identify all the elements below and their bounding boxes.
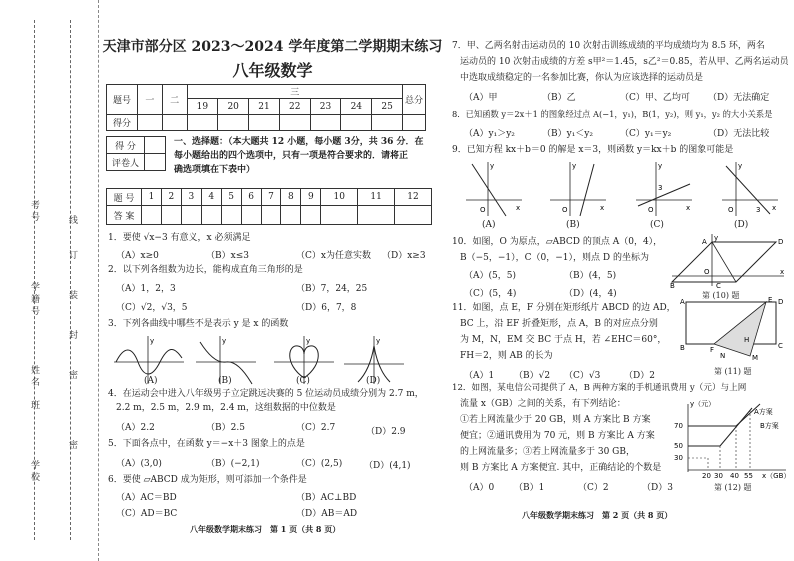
answer-cell xyxy=(261,206,281,225)
figure-caption: (D) xyxy=(366,376,381,386)
option: （C）y₁＝y₂ xyxy=(620,129,672,139)
axis-label: y xyxy=(306,337,311,345)
figure-caption: (C) xyxy=(296,376,310,386)
answer-table-num: 9 xyxy=(301,189,321,206)
option: （B）√2 xyxy=(514,371,551,381)
point-label: B xyxy=(680,344,685,352)
question-12: 则 B 方案比 A 方案便宜. 其中，正确结论的个数是 xyxy=(460,463,662,473)
q9-fig-d xyxy=(722,162,778,216)
grader-box-cell xyxy=(145,137,166,154)
score-table-num: 22 xyxy=(279,99,310,115)
option: （C）(5，4) xyxy=(464,289,517,299)
question-6: 6．要使 ▱ABCD 成为矩形，则可添加一个条件是 xyxy=(108,475,307,485)
axis-label: y xyxy=(222,337,227,345)
answer-cell xyxy=(321,206,358,225)
score-table-header: 一 xyxy=(138,85,163,115)
answer-table-num: 7 xyxy=(261,189,281,206)
score-table-num: 20 xyxy=(218,99,249,115)
option: （A）1，2，3 xyxy=(116,284,176,294)
question-10: B（−5，−1），C（0，−1），则点 D 的坐标为 xyxy=(460,253,649,263)
tick-label: 3 xyxy=(658,184,663,192)
binding-label: 班 xyxy=(29,400,39,412)
answer-table-num: 1 xyxy=(142,189,162,206)
score-cell xyxy=(187,115,218,131)
figure-caption: (B) xyxy=(566,220,580,230)
option: （B）AC⊥BD xyxy=(296,493,357,503)
binding-line-char: 订 xyxy=(67,250,77,262)
tick-label: 30 xyxy=(674,454,683,462)
question-7: 中选取成绩稳定的一名参加比赛，你认为应该选择的运动员是 xyxy=(460,73,704,83)
grader-box-cell xyxy=(145,154,166,171)
figure-caption: (B) xyxy=(218,376,232,386)
point-label: E xyxy=(768,296,773,304)
score-table-header: 得分 xyxy=(107,115,138,131)
axis-label: y xyxy=(658,162,663,170)
option: （A）0 xyxy=(464,483,495,493)
question-4: 4．在运动会中进入八年级男子立定跳远决赛的 5 位运动员成绩分别为 2.7 m， xyxy=(108,389,424,399)
answer-cell xyxy=(161,206,181,225)
question-8: 8．已知函数 y＝2x＋1 的图象经过点 A(−1，y₁)，B(1，y₂)，则 y₁，y₂ 的大小关系是 xyxy=(452,109,773,119)
axis-label: x xyxy=(686,204,691,212)
q9-fig-b xyxy=(550,162,606,216)
option: （B）7，24，25 xyxy=(296,284,368,294)
option: （D）AB＝AD xyxy=(296,509,358,519)
origin-label: O xyxy=(562,206,568,214)
score-table-header: 二 xyxy=(162,85,187,115)
option: （B）1 xyxy=(514,483,545,493)
page-footer: 八年级数学期末练习 第 2 页（共 8 页） xyxy=(522,510,673,520)
question-2: 2．以下列各组数为边长，能构成直角三角形的是 xyxy=(108,265,303,275)
score-cell xyxy=(372,115,403,131)
question-7: 运动员的 10 次射击成绩的方差 s甲²＝1.45，s乙²＝0.85，若从甲、乙两名运动员 xyxy=(460,57,789,67)
tick-label: 70 xyxy=(674,422,683,430)
answer-table xyxy=(106,188,432,225)
binding-strip xyxy=(0,0,99,561)
score-cell xyxy=(138,115,163,131)
axis-label: y xyxy=(714,234,719,242)
q9-fig-c xyxy=(636,162,692,216)
q10-figure xyxy=(672,232,790,288)
tick-label: 20 xyxy=(702,472,711,480)
grader-box xyxy=(106,136,166,171)
option: （D）(4，4) xyxy=(564,289,617,299)
figure-caption: 第 (12) 题 xyxy=(714,483,752,492)
tick-label: 30 xyxy=(714,472,723,480)
point-label: C xyxy=(716,282,721,290)
answer-cell xyxy=(281,206,301,225)
option: （A）2.2 xyxy=(116,423,155,433)
binding-line-char: 装 xyxy=(67,290,77,302)
axis-label: y（元） xyxy=(690,400,716,408)
answer-cell xyxy=(142,206,162,225)
binding-label: 学校 xyxy=(29,460,39,484)
page-subtitle: 八年级数学 xyxy=(232,61,313,80)
section-intro: 确选项填在下表中） xyxy=(174,165,256,175)
question-10: 10．如图，O 为原点，▱ABCD 的顶点 A（0，4）， xyxy=(452,237,663,247)
answer-table-num: 5 xyxy=(221,189,241,206)
answer-cell xyxy=(181,206,201,225)
figure-caption: (C) xyxy=(650,220,664,230)
option: （B）乙 xyxy=(542,93,576,103)
question-11: FH＝2，则 AB 的长为 xyxy=(460,351,553,361)
score-cell xyxy=(279,115,310,131)
option: （D）6，7，8 xyxy=(296,303,357,313)
answer-table-num: 10 xyxy=(321,189,358,206)
score-table-header: 题号 xyxy=(107,85,138,115)
point-label: A xyxy=(702,238,707,246)
option: （D）无法确定 xyxy=(708,93,770,103)
question-9: 9．已知方程 kx＋b＝0 的解是 x＝3，则函数 y＝kx＋b 的图象可能是 xyxy=(452,145,734,155)
score-table-num: 23 xyxy=(310,99,341,115)
series-label: B方案 xyxy=(760,422,779,430)
axis-label: y xyxy=(150,337,155,345)
figure-caption: 第 (10) 题 xyxy=(702,291,740,300)
question-5: 5．下面各点中，在函数 y＝−x＋3 图象上的点是 xyxy=(108,439,305,449)
option: （D）(4,1) xyxy=(364,461,411,471)
score-cell xyxy=(310,115,341,131)
score-cell xyxy=(403,115,426,131)
binding-label: 考号 xyxy=(29,200,39,224)
figure-caption: (A) xyxy=(482,220,496,230)
option: （D）x≥3 xyxy=(382,251,426,261)
q9-figures xyxy=(466,160,786,218)
axis-label: y xyxy=(738,162,743,170)
page-footer: 八年级数学期末练习 第 1 页（共 8 页） xyxy=(190,524,341,534)
axis-label: y xyxy=(376,337,381,345)
answer-cell xyxy=(241,206,261,225)
seal-line xyxy=(70,20,71,540)
answer-table-num: 12 xyxy=(395,189,432,206)
axis-label: x（GB） xyxy=(762,472,791,480)
binding-line-char: 线 xyxy=(67,215,77,227)
option: （A）x≥0 xyxy=(116,251,159,261)
grader-box-label: 得 分 xyxy=(107,137,145,154)
axis-label: x xyxy=(780,268,785,276)
origin-label: O xyxy=(728,206,734,214)
figure-caption: (A) xyxy=(144,376,158,386)
option: （A）AC＝BD xyxy=(116,493,177,503)
option: （C）x为任意实数 xyxy=(296,251,371,261)
score-cell xyxy=(162,115,187,131)
option: （B）(−2,1) xyxy=(206,459,260,469)
point-label: H xyxy=(744,336,750,344)
point-label: B xyxy=(670,282,675,290)
option: （B）x≤3 xyxy=(206,251,249,261)
origin-label: O xyxy=(704,268,710,276)
page-right xyxy=(452,0,792,561)
score-cell xyxy=(341,115,372,131)
option: （D）无法比较 xyxy=(708,129,770,139)
answer-table-num: 6 xyxy=(241,189,261,206)
question-12: 12．如图，某电信公司提供了 A，B 两种方案的手机通讯费用 y（元）与上网 xyxy=(452,383,747,393)
option: （B）(4，5) xyxy=(564,271,617,281)
binding-line-char: 密 xyxy=(67,370,77,382)
axis-label: y xyxy=(490,162,495,170)
point-label: M xyxy=(752,354,759,362)
answer-cell xyxy=(201,206,221,225)
answer-table-num: 2 xyxy=(161,189,181,206)
question-4: 2.2 m，2.5 m，2.9 m，2.4 m，这组数据的中位数是 xyxy=(116,403,336,413)
option: （B）y₁＜y₂ xyxy=(542,129,593,139)
binding-label: 学籍号 xyxy=(29,282,39,318)
option: （C）(2,5) xyxy=(296,459,343,469)
axis-label: y xyxy=(572,162,577,170)
binding-line-char: 密 xyxy=(67,440,77,452)
score-table-num: 25 xyxy=(372,99,403,115)
grader-box-label: 评卷人 xyxy=(107,154,145,171)
question-12: 便宜；②通讯费用为 70 元，则 B 方案比 A 方案 xyxy=(460,431,655,441)
q12-figure xyxy=(670,400,790,480)
question-11: 为 M，N，EM 交 BC 于点 H，若 ∠EHC＝60°， xyxy=(460,335,667,345)
option: （C）AD＝BC xyxy=(116,509,178,519)
section-intro: 每小题给出的四个选项中，只有一项是符合要求的．请将正 xyxy=(174,151,409,161)
answer-table-header: 答 案 xyxy=(107,206,142,225)
answer-cell xyxy=(301,206,321,225)
question-12: 流量 x（GB）之间的关系，有下列结论： xyxy=(460,399,626,409)
answer-cell xyxy=(395,206,432,225)
score-table xyxy=(106,84,426,131)
question-3: 3．下列各曲线中哪些不是表示 y 是 x 的函数 xyxy=(108,319,289,329)
point-label: C xyxy=(778,342,783,350)
question-11: BC 上，沿 EF 折叠矩形，点 A，B 的对应点分别 xyxy=(460,319,658,329)
question-12: ①若上网流量少于 20 GB，则 A 方案比 B 方案 xyxy=(460,415,651,425)
origin-label: O xyxy=(648,206,654,214)
option: （A）(3,0) xyxy=(116,459,162,469)
page-left xyxy=(100,0,445,561)
score-cell xyxy=(249,115,280,131)
tick-label: 55 xyxy=(744,472,753,480)
answer-table-header: 题 号 xyxy=(107,189,142,206)
series-label: A方案 xyxy=(754,408,773,416)
binding-label: 姓名 xyxy=(29,365,39,389)
axis-label: x xyxy=(516,204,521,212)
option: （A）y₁＞y₂ xyxy=(464,129,515,139)
question-12: 的上网流量多；③若上网流量多于 30 GB， xyxy=(460,447,635,457)
option: （A）1 xyxy=(464,371,495,381)
point-label: D xyxy=(778,298,784,306)
answer-table-num: 8 xyxy=(281,189,301,206)
option: （C）2 xyxy=(578,483,609,493)
answer-table-num: 4 xyxy=(201,189,221,206)
tick-label: 40 xyxy=(730,472,739,480)
answer-table-num: 3 xyxy=(181,189,201,206)
option: （D）2 xyxy=(624,371,655,381)
option: （C）2.7 xyxy=(296,423,336,433)
answer-cell xyxy=(358,206,395,225)
point-label: A xyxy=(680,298,685,306)
q11-figure xyxy=(680,296,786,360)
option: （D）2.9 xyxy=(366,427,406,437)
point-label: N xyxy=(720,352,726,360)
score-table-num: 24 xyxy=(341,99,372,115)
axis-label: x xyxy=(600,204,605,212)
figure-caption: (D) xyxy=(734,220,749,230)
point-label: F xyxy=(710,346,715,354)
option: （D）3 xyxy=(642,483,673,493)
score-table-num: 19 xyxy=(187,99,218,115)
tick-label: 50 xyxy=(674,442,683,450)
origin-label: O xyxy=(480,206,486,214)
question-7: 7．甲、乙两名射击运动员的 10 次射击训练成绩的平均成绩均为 8.5 环，两名 xyxy=(452,41,765,51)
question-11: 11．如图，点 E，F 分别在矩形纸片 ABCD 的边 AD， xyxy=(452,303,676,313)
option: （C）甲、乙均可 xyxy=(620,93,690,103)
point-label: D xyxy=(778,238,784,246)
q9-fig-a xyxy=(466,162,522,216)
option: （B）2.5 xyxy=(206,423,245,433)
option: （C）√2，√3，5 xyxy=(116,303,188,313)
question-1: 1．要使 √x−3 有意义，x 必须满足 xyxy=(108,233,251,243)
answer-cell xyxy=(221,206,241,225)
tick-label: 3 xyxy=(756,206,761,214)
score-table-header: 三 xyxy=(187,85,403,99)
axis-label: x xyxy=(772,204,777,212)
score-table-header: 总分 xyxy=(403,85,426,115)
binding-line-char: 封 xyxy=(67,330,77,342)
score-table-num: 21 xyxy=(249,99,280,115)
page-title: 天津市部分区 2023～2024 学年度第二学期期末练习 xyxy=(102,39,443,55)
option: （C）√3 xyxy=(564,371,601,381)
section-intro: 一、选择题：（本大题共 12 小题，每小题 3分，共 36 分．在 xyxy=(174,137,424,147)
answer-table-num: 11 xyxy=(358,189,395,206)
figure-caption: 第 (11) 题 xyxy=(714,367,752,376)
option: （A）(5，5) xyxy=(464,271,516,281)
option: （A）甲 xyxy=(464,93,498,103)
score-cell xyxy=(218,115,249,131)
